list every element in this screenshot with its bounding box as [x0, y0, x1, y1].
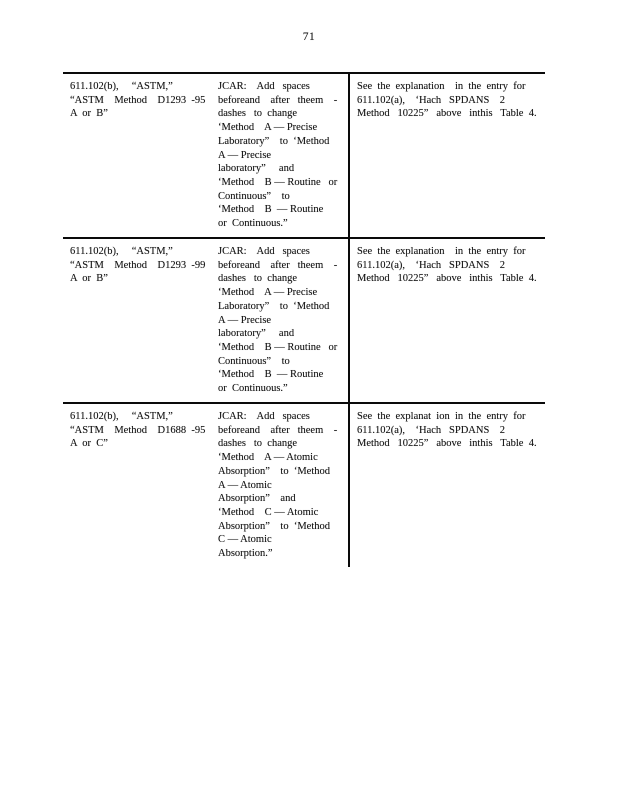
text-line: beforeand after theem -: [218, 259, 338, 271]
text-line: dashes to change: [218, 438, 298, 450]
text-line: 611.102(b), “ASTM,”: [70, 411, 173, 422]
text-line: C — Atomic: [218, 534, 272, 546]
cell-citation: [63, 239, 218, 402]
table-row: [63, 239, 545, 404]
text-line: Continuous” to: [218, 355, 290, 367]
text-line: A — Atomic: [218, 479, 272, 491]
text-line: ‘Method A — Precise: [218, 122, 318, 134]
text-line: See the explanation in the entry for: [357, 246, 526, 257]
text-line: Absorption” to ‘Method: [218, 520, 330, 532]
cell-response: [348, 404, 545, 567]
text-line: Method 10225” above inthis Table 4.: [357, 108, 537, 120]
text-line: A or B”: [70, 273, 108, 285]
cell-jcar-instruction: [218, 404, 348, 567]
page-number: 71: [302, 31, 316, 43]
text-line: Continuous” to: [218, 190, 290, 202]
text-line: 611.102(b), “ASTM,”: [70, 246, 173, 257]
text-line: JCAR: Add spaces: [218, 81, 310, 92]
table-row: [63, 74, 545, 239]
text-line: 611.102(a), ‘Hach SPDANS 2: [357, 424, 506, 436]
text-line: JCAR: Add spaces: [218, 411, 310, 422]
text-line: ‘Method B — Routine: [218, 204, 324, 216]
text-line: Absorption” to ‘Method: [218, 465, 330, 477]
cell-citation: [63, 74, 218, 237]
text-line: dashes to change: [218, 273, 298, 285]
text-line: ‘Method B — Routine or: [218, 341, 338, 353]
text-line: “ASTM Method D1293 -95: [70, 94, 206, 106]
text-line: See the explanat ion in the entry for: [357, 411, 526, 422]
text-line: beforeand after theem -: [218, 94, 338, 106]
text-line: JCAR: Add spaces: [218, 246, 310, 257]
text-line: ‘Method C — Atomic: [218, 506, 319, 518]
text-line: beforeand after theem -: [218, 424, 338, 436]
text-line: A — Precise: [218, 314, 272, 326]
text-line: laboratory” and: [218, 163, 295, 175]
text-line: Absorption” and: [218, 493, 296, 505]
text-line: 611.102(b), “ASTM,”: [70, 81, 173, 92]
rulemaking-comparison-table: [63, 72, 545, 567]
text-line: laboratory” and: [218, 328, 295, 340]
text-line: “ASTM Method D1688 -95: [70, 424, 206, 436]
text-line: dashes to change: [218, 108, 298, 120]
text-line: A or C”: [70, 438, 108, 450]
text-line: Method 10225” above inthis Table 4.: [357, 273, 537, 285]
cell-response: [348, 239, 545, 402]
text-line: or Continuous.”: [218, 383, 288, 395]
text-line: ‘Method B — Routine: [218, 369, 324, 381]
text-line: ‘Method A — Atomic: [218, 452, 318, 464]
text-line: See the explanation in the entry for: [357, 81, 526, 92]
text-line: Method 10225” above inthis Table 4.: [357, 438, 537, 450]
text-line: Laboratory” to ‘Method: [218, 300, 330, 312]
text-line: A or B”: [70, 108, 108, 120]
text-line: ‘Method A — Precise: [218, 287, 318, 299]
cell-jcar-instruction: [218, 239, 348, 402]
table-row: [63, 404, 545, 567]
text-line: “ASTM Method D1293 -99: [70, 259, 206, 271]
text-line: or Continuous.”: [218, 218, 288, 230]
text-line: A — Precise: [218, 149, 272, 161]
cell-jcar-instruction: [218, 74, 348, 237]
cell-response: [348, 74, 545, 237]
text-line: ‘Method B — Routine or: [218, 176, 338, 188]
text-line: 611.102(a), ‘Hach SPDANS 2: [357, 259, 506, 271]
text-line: Laboratory” to ‘Method: [218, 135, 330, 147]
cell-citation: [63, 404, 218, 567]
text-line: Absorption.”: [218, 548, 273, 560]
text-line: 611.102(a), ‘Hach SPDANS 2: [357, 94, 506, 106]
